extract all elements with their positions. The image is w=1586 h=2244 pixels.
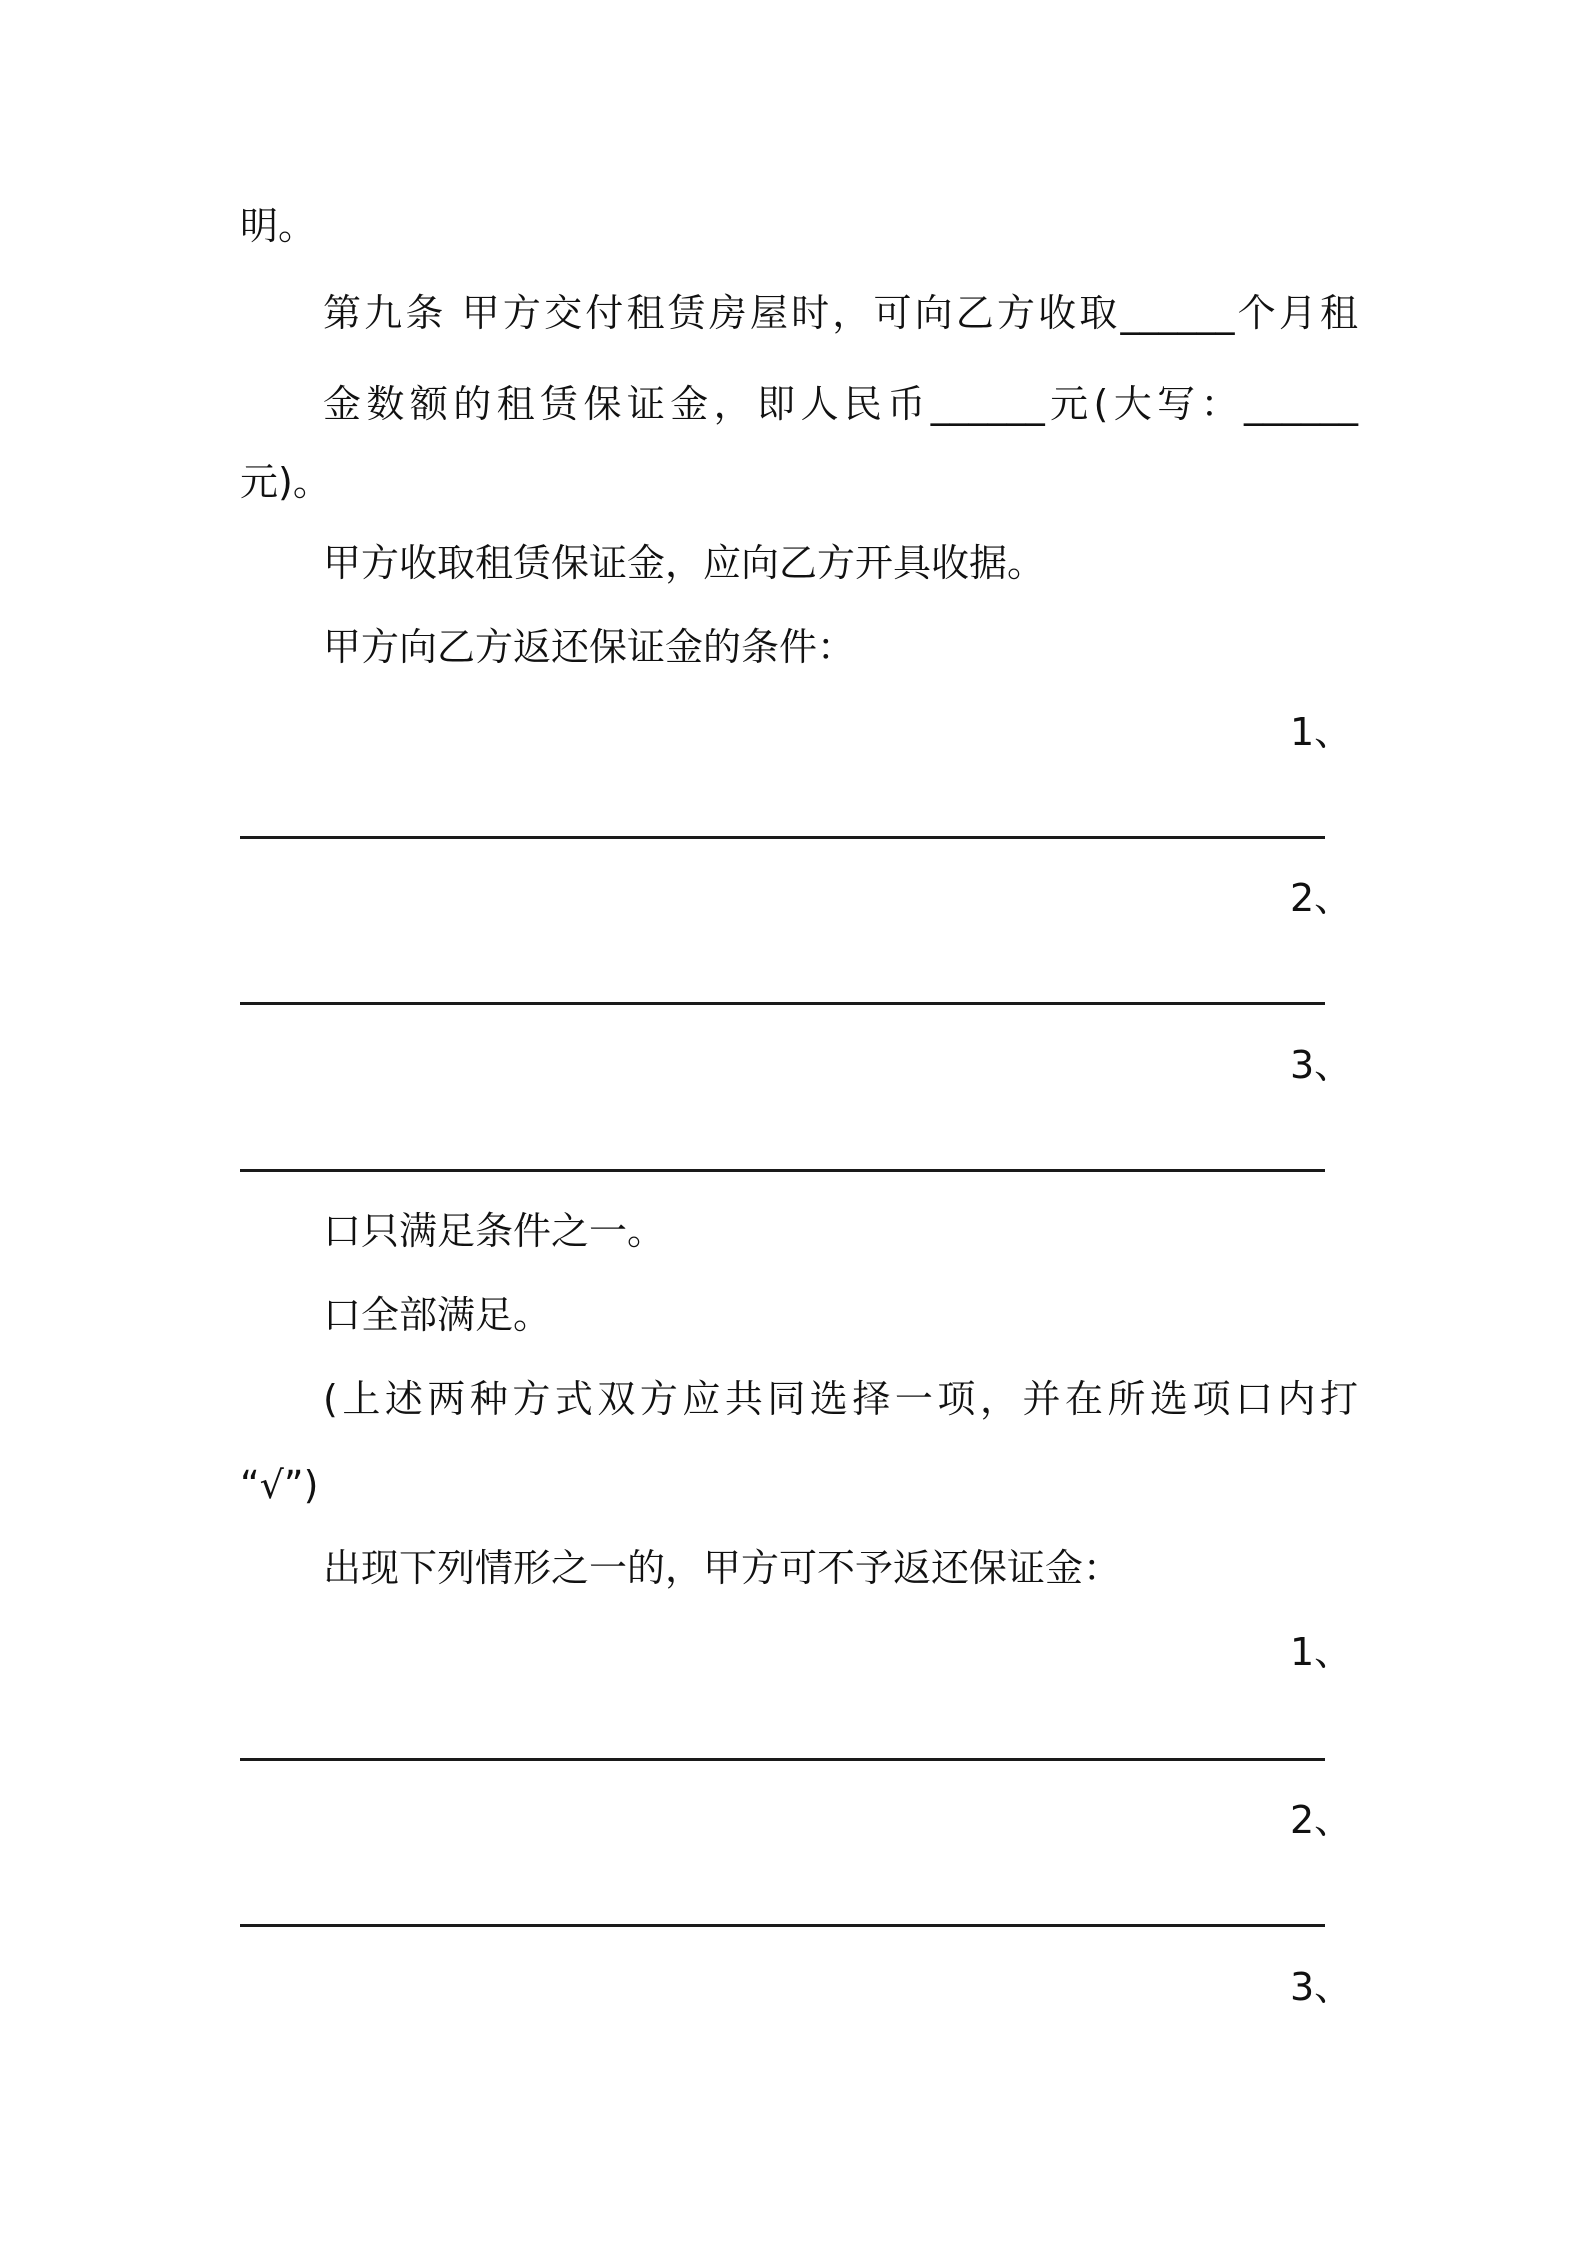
text-line bbox=[0, 533, 1586, 593]
article-nine-line-1: 第九条 甲方交付租赁房屋时，可向乙方收取______个月租 bbox=[323, 291, 1358, 335]
return-conditions-heading: 甲方向乙方返还保证金的条件： bbox=[323, 625, 856, 669]
fill-in-blank-line bbox=[240, 1169, 1325, 1172]
text-line bbox=[0, 617, 1586, 677]
condition-number-2: 2、 bbox=[1290, 876, 1353, 920]
text-line bbox=[0, 868, 1586, 928]
text-line bbox=[0, 1455, 1586, 1515]
text-line bbox=[0, 1538, 1586, 1598]
option-all-conditions: 口全部满足。 bbox=[323, 1293, 552, 1337]
option-any-one-condition: 口只满足条件之一。 bbox=[323, 1209, 666, 1253]
text-line bbox=[0, 452, 1586, 512]
non-return-number-3: 3、 bbox=[1290, 1965, 1353, 2009]
non-return-number-2: 2、 bbox=[1290, 1798, 1353, 1842]
paragraph-continuation: 明。 bbox=[240, 204, 317, 248]
text-line bbox=[0, 1622, 1586, 1682]
fill-in-blank-line bbox=[240, 1924, 1325, 1927]
text-line bbox=[0, 1369, 1586, 1429]
text-line bbox=[0, 1957, 1586, 2017]
text-line bbox=[0, 1201, 1586, 1261]
fill-in-blank-line bbox=[240, 1002, 1325, 1005]
text-line bbox=[0, 374, 1586, 434]
text-line bbox=[0, 283, 1586, 343]
non-return-number-1: 1、 bbox=[1290, 1630, 1353, 1674]
text-line bbox=[0, 1035, 1586, 1095]
article-nine-line-3: 元)。 bbox=[240, 460, 331, 504]
fill-in-blank-line bbox=[240, 836, 1325, 839]
text-line bbox=[0, 1790, 1586, 1850]
receipt-clause: 甲方收取租赁保证金，应向乙方开具收据。 bbox=[323, 541, 1046, 585]
fill-in-blank-line bbox=[240, 1758, 1325, 1761]
text-line bbox=[0, 702, 1586, 762]
article-nine-line-2: 金数额的租赁保证金，即人民币______元(大写：______ bbox=[323, 382, 1358, 426]
text-line bbox=[0, 196, 1586, 256]
text-line bbox=[0, 1285, 1586, 1345]
condition-number-3: 3、 bbox=[1290, 1043, 1353, 1087]
non-return-conditions-heading: 出现下列情形之一的，甲方可不予返还保证金： bbox=[323, 1546, 1122, 1590]
selection-instruction-line-2: “√”) bbox=[240, 1463, 319, 1507]
condition-number-1: 1、 bbox=[1290, 710, 1353, 754]
selection-instruction-line-1: (上述两种方式双方应共同选择一项，并在所选项口内打 bbox=[323, 1377, 1358, 1421]
